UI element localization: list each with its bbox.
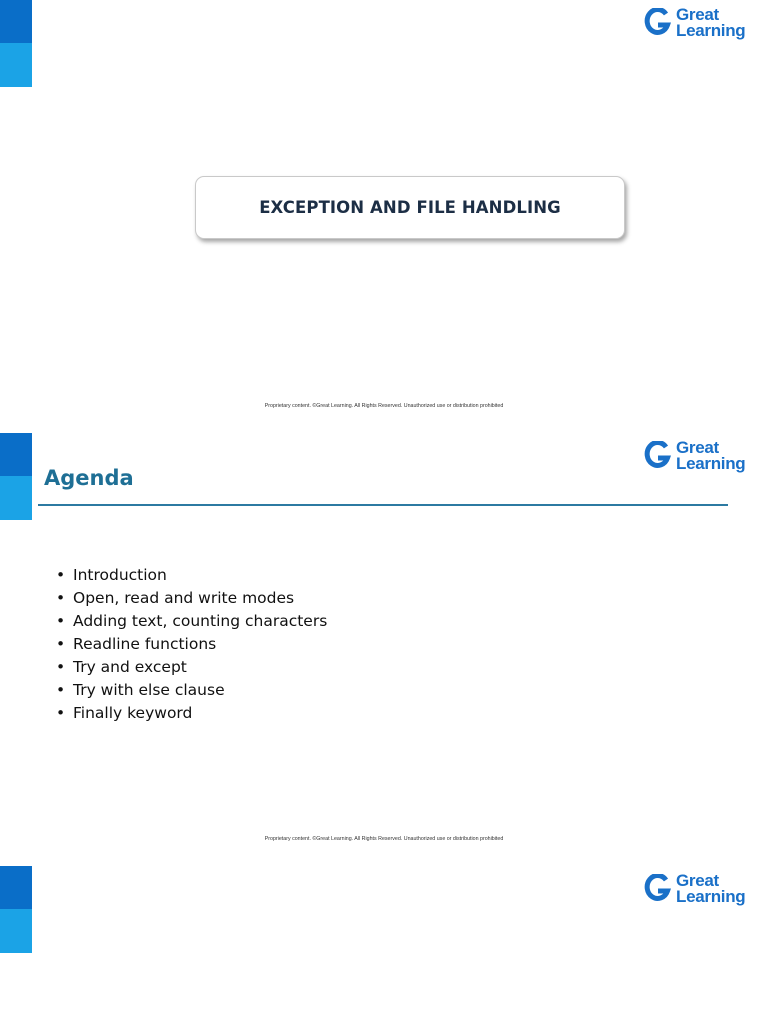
great-learning-g-icon <box>644 8 671 39</box>
list-item-text: Readline functions <box>73 635 217 653</box>
great-learning-g-icon <box>644 874 671 905</box>
logo-text-learning: Learning <box>676 887 746 906</box>
logo-text-learning: Learning <box>676 21 746 40</box>
logo-text-learning: Learning <box>676 454 746 473</box>
title-box <box>195 176 625 239</box>
accent-bar-top <box>0 433 32 476</box>
bullet-icon: • <box>56 658 66 676</box>
footer-notice: Proprietary content. ©Great Learning. All Rights Reserved. Unauthorized use or distribution prohibited <box>264 836 504 842</box>
bullet-icon: • <box>56 589 66 607</box>
list-item <box>56 702 327 725</box>
agenda-heading: Agenda <box>44 466 134 490</box>
title-slide <box>0 0 768 433</box>
slide-title: EXCEPTION AND FILE HANDLING <box>259 198 561 217</box>
great-learning-logo <box>644 438 756 474</box>
great-learning-logo <box>644 5 756 41</box>
accent-bar-bottom <box>0 476 32 520</box>
footer-notice: Proprietary content. ©Great Learning. All Rights Reserved. Unauthorized use or distribution prohibited <box>264 403 504 409</box>
list-item-text: Finally keyword <box>73 704 193 722</box>
great-learning-g-icon <box>644 441 671 472</box>
agenda-slide <box>0 433 768 866</box>
list-item <box>56 587 327 610</box>
list-item-text: Try with else clause <box>73 681 225 699</box>
bullet-icon: • <box>56 635 66 653</box>
list-item <box>56 679 327 702</box>
list-item <box>56 610 327 633</box>
list-item-text: Try and except <box>73 658 187 676</box>
logo-text-great: Great <box>676 5 719 24</box>
accent-bar-bottom <box>0 909 32 953</box>
accent-bar-top <box>0 0 32 43</box>
list-item-text: Open, read and write modes <box>73 589 295 607</box>
logo-text-great: Great <box>676 871 719 890</box>
list-item-text: Introduction <box>73 566 167 584</box>
list-item <box>56 564 327 587</box>
bullet-icon: • <box>56 612 66 630</box>
list-item-text: Adding text, counting characters <box>73 612 328 630</box>
list-item <box>56 633 327 656</box>
great-learning-logo <box>644 871 756 907</box>
accent-bar-top <box>0 866 32 909</box>
accent-bar-bottom <box>0 43 32 87</box>
bullet-icon: • <box>56 566 66 584</box>
bullet-icon: • <box>56 704 66 722</box>
next-slide <box>0 866 768 1024</box>
list-item <box>56 656 327 679</box>
agenda-list <box>56 564 327 725</box>
bullet-icon: • <box>56 681 66 699</box>
logo-text-great: Great <box>676 438 719 457</box>
heading-divider <box>38 504 728 506</box>
